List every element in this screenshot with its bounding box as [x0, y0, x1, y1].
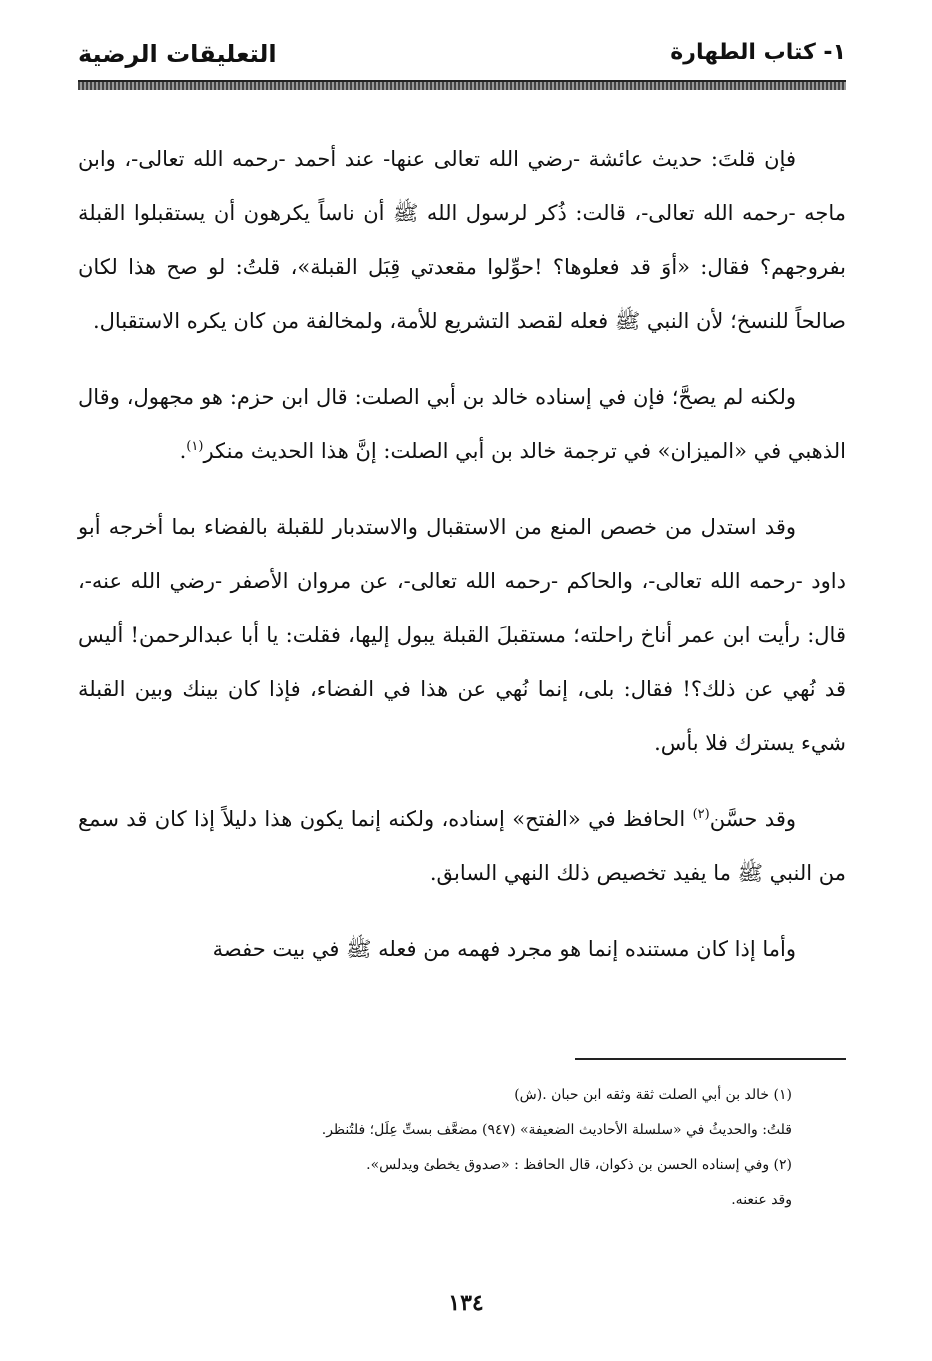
paragraph: وأما إذا كان مستنده إنما هو مجرد فهمه من فعله ﷺ في بيت حفصة [212, 937, 796, 961]
running-header [78, 38, 846, 74]
page-number: ١٣٤ [448, 1290, 484, 1316]
footnotes [120, 1078, 792, 1218]
main-text [78, 132, 846, 998]
footnote-line: (١) خالد بن أبي الصلت ثقة وثقه ابن حبان .(ش) [514, 1087, 792, 1103]
footnote-ref: (٢) [692, 807, 710, 822]
chapter-title: ١- كتاب الطهارة [670, 40, 846, 65]
footnote-line: (٢) وفي إسناده الحسن بن ذكوان، قال الحافظ : «صدوق يخطئ ويدلس». [366, 1157, 792, 1173]
header-rule [78, 80, 846, 90]
footnote-line: وقد عنعنه. [731, 1192, 792, 1208]
paragraph-text: وقد حسَّن [709, 807, 796, 831]
paragraph [78, 792, 846, 900]
footnote-line: قلتُ: والحديثُ في «سلسلة الأحاديث الضعيفة» (٩٤٧) مضعَّف بستِّ عِلَل؛ فلتُنظر. [321, 1122, 792, 1138]
paragraph-text: ولكنه لم يصحَّ؛ فإن في إسناده خالد بن أبي الصلت: قال ابن حزم: هو مجهول، وقال الذهبي في «الميزان» في ترجمة خالد بن أبي الصلت: إنَّ هذا الحديث منكر [78, 385, 846, 463]
paragraph: وقد استدل من خصص المنع من الاستقبال والاستدبار للقبلة بالفضاء بما أخرجه أبو داود -رحمه الله تعالى-، والحاكم -رحمه الله تعالى-، عن مروان الأصفر -رضي الله عنه-، قال: رأيت ابن عمر أناخ راحلته؛ مستقبلَ القبلة يبول إليها، فقلت: يا أبا عبدالرحمن! أليس قد نُهي عن ذلك؟! فقال: بلى، إنما نُهي عن هذا في الفضاء، فإذا كان بينك وبين القبلة شيء يسترك فلا بأس. [78, 515, 846, 755]
punctuation: . [179, 439, 187, 463]
paragraph-text: الحافظ في «الفتح» [504, 807, 693, 831]
paragraph: فإن قلتَ: حديث عائشة -رضي الله تعالى عنها- عند أحمد -رحمه الله تعالى-، وابن ماجه -رحمه الله تعالى-، قالت: ذُكر لرسول الله ﷺ أن ناساً يكرهون أن يستقبلوا القبلة بفروجهم؟ فقال: «أوَ قد فعلوها؟ !حوِّلوا مقعدتي قِبَل القبلة»، قلتُ: لو صح هذا لكان صالحاً للنسخ؛ لأن النبي ﷺ فعله لقصد التشريع للأمة، ولمخالفة من كان يكره الاستقبال. [78, 147, 846, 333]
footnote-ref: (١) [186, 439, 204, 454]
paragraph-text: إسناده، ولكنه إنما يكون هذا دليلاً إذا كان قد سمع من النبي ﷺ ما يفيد تخصيص ذلك النهي السابق. [78, 807, 846, 885]
paragraph [78, 370, 846, 478]
footnote-separator [575, 1058, 846, 1060]
book-title: التعليقات الرضية [78, 40, 277, 68]
